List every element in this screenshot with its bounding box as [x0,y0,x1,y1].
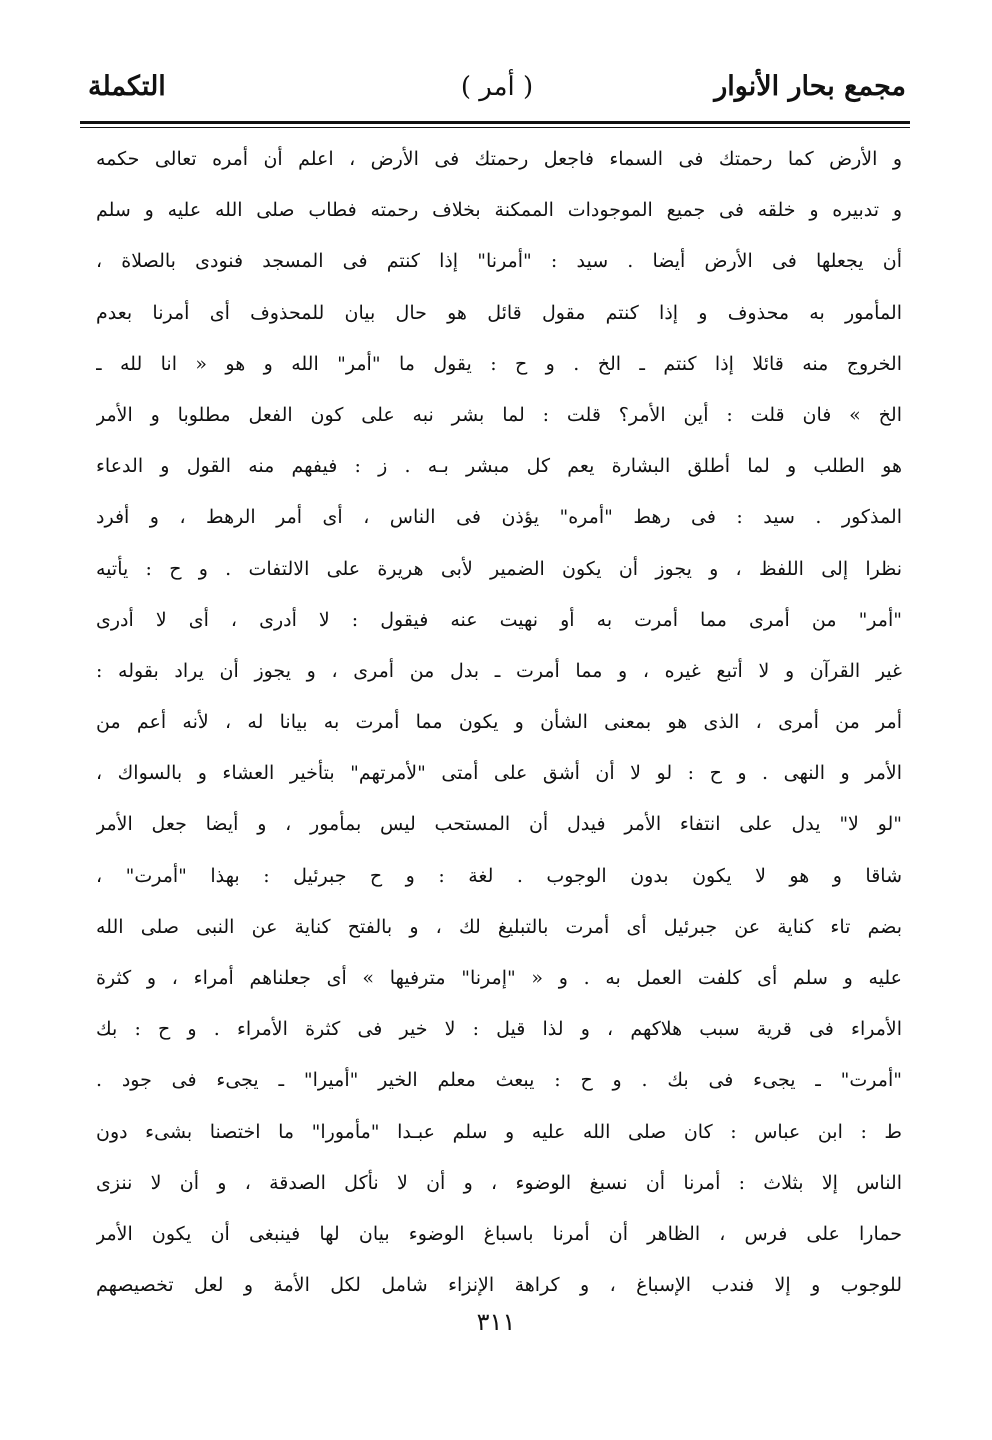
text-line-5: الخروج منه قائلا إذا كنتم ـ الخ . و ح : يقول ما "أمر" الله و هو « انا لله ـ [96,352,902,375]
text-line-17: عليه و سلم أى كلفت العمل به . و « "إمرنا" مترفيها » أى جعلناهم أمراء ، و كثرة [96,967,902,989]
page-number: ٣١١ [476,1308,516,1336]
text-line-11: غير القرآن و لا أتبع غيره ، و مما أمرت ـ بدل من أمرى ، و يجوز أن يراد بقوله : [96,659,902,682]
text-line-1: و الأرض كما رحمتك فى السماء فاجعل رحمتك فى الأرض ، اعلم أن أمره تعالى حكمه [96,148,902,170]
text-line-19: "أمرت" ـ يجىء فى بك . و ح : يبعث معلم الخير "أميرا" ـ يجىء فى جود . [96,1069,902,1092]
text-line-16: بضم تاء كناية عن جبرئيل أى أمرت بالتبليغ لك ، و بالفتح كناية عن النبى صلى الله [96,915,902,938]
text-line-2: و تدبيره و خلقه فى جميع الموجودات الممكنة بخلاف رحمته فطاب صلى الله عليه و سلم [96,199,902,222]
entry-word: ( أمر ) [460,72,534,102]
text-line-4: المأمور به محذوف و إذا كنتم مقول قائل هو حال بيان للمحذوف أى أمرنا بعدم [96,301,902,324]
text-line-6: الخ » فان قلت : أين الأمر؟ قلت : لما بشر نبه على كون الفعل مطلوبا و الأمر [96,403,902,426]
text-line-18: الأمراء فى قرية سبب هلاكهم ، و لذا قيل : لا خير فى كثرة الأمراء . و ح : بك [96,1018,902,1041]
text-line-22: حمارا على فرس ، الظاهر أن أمرنا باسباغ الوضوء بيان لها فينبغى أن يكون الأمر [96,1222,902,1245]
header-rule-thin [80,127,910,128]
text-line-20: ط : ابن عباس : كان صلى الله عليه و سلم عبـدا "مأمورا" ما اختصنا بشىء دون [96,1120,902,1143]
text-line-23: للوجوب و إلا فندب الإسباغ ، و كراهة الإنزاء شامل لكل الأمة و لعل تخصيصهم [96,1274,902,1297]
section-name: التكملة [88,71,166,102]
text-line-13: الأمر و النهى . و ح : لو لا أن أشق على أمتى "لأمرتهم" بتأخير العشاء و بالسواك ، [96,762,902,785]
book-title: مجمع بحار الأنوار [714,71,906,102]
text-line-15: شاقا و هو لا يكون بدون الوجوب . لغة : و ح جبرئيل : بهذا "أمرت" ، [96,864,902,887]
text-line-7: هو الطلب و لما أطلق البشارة يعم كل مبشر بـه . ز : فيفهم منه القول و الدعاء [96,455,902,478]
text-line-3: أن يجعلها فى الأرض أيضا . سيد : "أمرنا" إذا كنتم فى المسجد فنودى بالصلاة ، [96,250,902,273]
text-line-10: "أمر" من أمرى مما أمرت به أو نهيت عنه فيقول : لا أدرى ، أى لا أدرى [96,608,902,631]
text-line-12: أمر من أمرى ، الذى هو بمعنى الشأن و يكون مما أمرت به بيانا له ، لأنه أعم من [96,711,902,734]
running-header [88,62,906,112]
text-line-9: نظرا إلى اللفظ ، و يجوز أن يكون الضمير لأبى هريرة على الالتفات . و ح : يأتيه [96,557,902,580]
body-text [96,134,902,1311]
header-rule-thick [80,121,910,124]
text-line-21: الناس إلا بثلاث : أمرنا أن نسبغ الوضوء ، و أن لا نأكل الصدقة ، و أن لا ننزى [96,1171,902,1194]
text-line-14: "لو لا" يدل على انتفاء الأمر فيدل أن المستحب ليس بمأمور ، و أيضا جعل الأمر [96,813,902,836]
text-line-8: المذكور . سيد : فى رهط "أمره" يؤذن فى الناس ، أى أمر الرهط ، و أفرد [96,506,902,529]
